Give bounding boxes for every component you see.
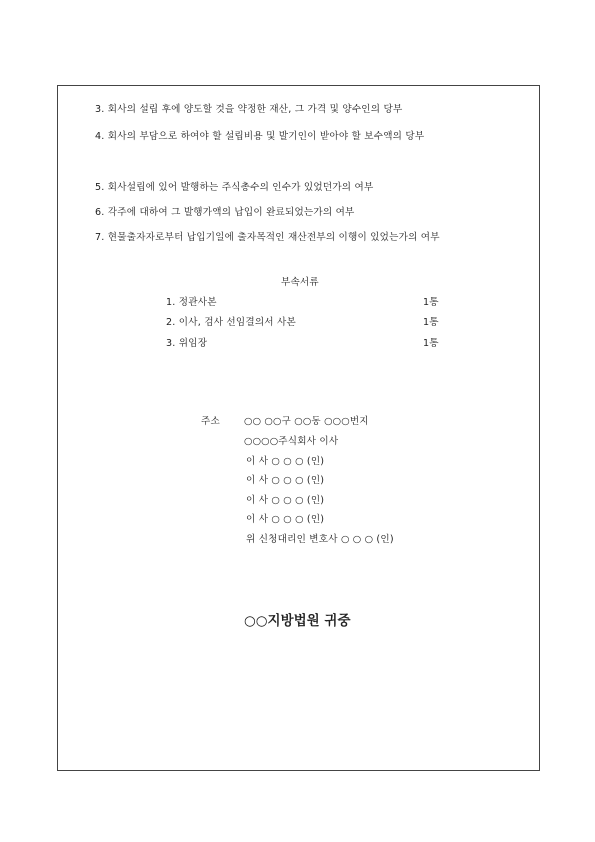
- attachments-heading: 부속서류: [281, 277, 319, 288]
- attachment-label: 2. 이사, 검사 선임결의서 사본: [166, 317, 296, 328]
- attachment-count: 1통: [423, 297, 439, 308]
- director-signature: 이 사 ○ ○ ○ (인): [246, 475, 325, 486]
- item-3: 3. 회사의 설립 후에 양도할 것을 약정한 재산, 그 가격 및 양수인의 당부: [95, 104, 403, 115]
- director-signature: 이 사 ○ ○ ○ (인): [246, 456, 325, 467]
- address-label: 주소: [201, 416, 220, 427]
- item-4: 4. 회사의 부담으로 하여야 할 설립비용 및 발기인이 받아야 할 보수액의 당부: [95, 131, 425, 142]
- attachment-label: 3. 위임장: [166, 338, 208, 349]
- attachment-count: 1통: [423, 338, 439, 349]
- director-signature: 이 사 ○ ○ ○ (인): [246, 514, 325, 525]
- attachment-label: 1. 정관사본: [166, 297, 217, 308]
- director-signature: 이 사 ○ ○ ○ (인): [246, 495, 325, 506]
- item-5: 5. 회사설립에 있어 발행하는 주식총수의 인수가 있었던가의 여부: [95, 182, 374, 193]
- item-6: 6. 각주에 대하여 그 발행가액의 납입이 완료되었는가의 여부: [95, 207, 355, 218]
- agent-signature: 위 신청대리인 변호사 ○ ○ ○ (인): [246, 534, 394, 545]
- company-name: ○○○○주식회사 이사: [244, 436, 339, 447]
- item-7: 7. 현물출자자로부터 납입기일에 출자목적인 재산전부의 이행이 있었는가의 여부: [95, 232, 440, 243]
- attachment-count: 1통: [423, 317, 439, 328]
- address-value: ○○ ○○구 ○○동 ○○○번지: [244, 416, 369, 427]
- court-addressee: ○○지방법원 귀중: [244, 613, 351, 629]
